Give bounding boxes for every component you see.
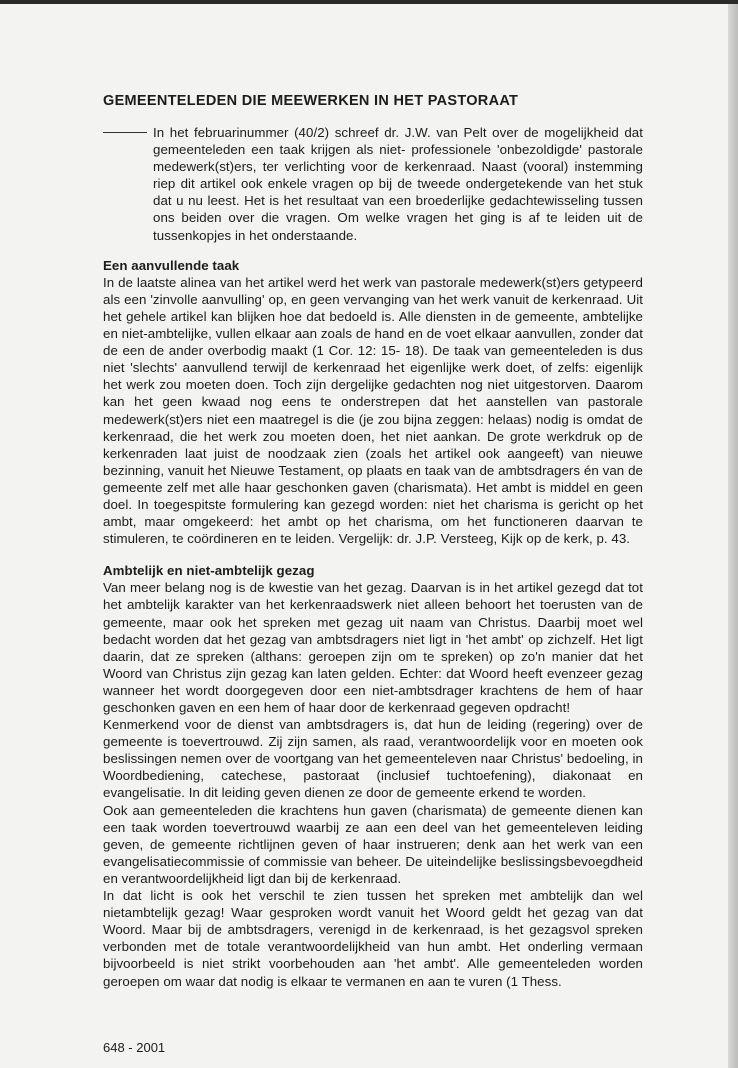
section1-paragraph: In de laatste alinea van het artikel werd het werk van pastorale medewerk(st)ers getypeerd als een 'zinvolle aanvulling' op, en geen vervanging van het werk vanuit de kerkenraad. Uit het gehele artikel kan blijken hoe dat bedoeld is. Alle diensten in de gemeente, ambtelijke en niet-ambtelijke, vullen elkaar aan zoals de hand en de voet elkaar aanvullen, zonder dat de een de ander overbodig maakt (1 Cor. 12: 15- 18). De taak van gemeenteleden is dus niet 'slechts' aanvullend terwijl de kerkenraad het eigenlijke werk doet, of zelfs: eigenlijk het werk zou moeten doen. Toch zijn dergelijke gedachten nog niet uitgestorven. Daarom kan het geen kwaad nog eens te onderstrepen dat het aanstellen van pastorale medewerk(st)ers niet een maatregel is die (je zou bijna zeggen: helaas) nodig is omdat de kerkenraad, die het werk zou moeten doen, het niet aankan. De grote werkdruk op de kerkenraden laat juist de noodzaak zien (zoals het artikel ook aangeeft) van nieuwe bezinning, vanuit het Nieuwe Testament, op plaats en taak van de ambtsdragers én van de gemeente zelf met alle haar geschonken gaven (charismata). Het ambt is middel en geen doel. In toegespitste formulering kan gezegd worden: niet het charisma is gericht op het ambt, maar omgekeerd: het ambt op het charisma, om het functioneren daarvan te stimuleren, te coördineren en te leiden. Vergelijk: dr. J.P. Versteeg, Kijk op de kerk, p. 43. <box>103 274 643 547</box>
page-number: 648 - 2001 <box>103 1040 166 1055</box>
document-page <box>0 4 728 1068</box>
article-body <box>103 92 643 990</box>
section2-paragraph: Ook aan gemeenteleden die krachtens hun gaven (charismata) de gemeente dienen kan een taak worden toevertrouwd waarbij ze aan een deel van het gemeenteleven leiding geven, de gemeente richtlijnen geven of haar instrueren; denk aan het werk van een evangelisatiecommissie of commissie van beheer. De uiteindelijke beslissingsbevoegdheid en verantwoordelijkheid ligt dan bij de kerkenraad. <box>103 802 643 886</box>
section2-paragraph: Kenmerkend voor de dienst van ambtsdragers is, dat hun de leiding (regering) over de gemeente is toevertrouwd. Zij zijn samen, als raad, verantwoordelijk voor en moeten ook beslissingen nemen over de voortgang van het gemeenteleven naar Christus' bedoeling, in Woordbediening, catechese, pastoraat (inclusief tuchtoefening), diakonaat en evangelisatie. In dit leiding geven dienen ze door de gemeente erkend te worden. <box>103 717 643 801</box>
intro-paragraph: In het februarinummer (40/2) schreef dr. J.W. van Pelt over de mogelijkheid dat gemeenteleden een taak krijgen als niet- professionele 'onbezoldigde' pastorale medewerk(st)ers, ter verlichting voor de kerkenraad. Naast (vooral) instemming riep dit artikel ook enkele vragen op bij de tweede ondergetekende van het stuk dat u nu leest. Het is het resultaat van een broederlijke gedachtewisseling tussen ons beiden over die vragen. Om welke vragen het ging is af te leiden uit de tussenkopjes in het onderstaande. <box>153 125 643 243</box>
intro-rule <box>103 132 147 133</box>
section-heading-aanvullende-taak: Een aanvullende taak <box>103 257 240 273</box>
section2-paragraph: In dat licht is ook het verschil te zien tussen het spreken met ambtelijk dan wel nietambtelijk gezag! Waar gesproken wordt vanuit het Woord geldt het gezag van dat Woord. Maar bij de ambtsdragers, verenigd in de kerkenraad, is het gezagsvol spreken verbonden met de totale verantwoordelijkheid van hun ambt. Het onderling vermaan bijvoorbeeld is niet strikt voorbehouden aan 'het ambt'. Alle gemeenteleden worden geroepen om waar dat nodig is elkaar te vermanen en aan te vuren (1 Thess. <box>103 888 643 989</box>
page-edge <box>728 4 738 1068</box>
section2-paragraph: Van meer belang nog is de kwestie van het gezag. Daarvan is in het artikel gezegd dat tot het ambtelijk karakter van het kerkenraadswerk niet alleen behoort het toerusten van de gemeente, maar ook het spreken met gezag uit naam van Christus. Daarbij moet wel bedacht worden dat het gezag van ambtsdragers niet ligt in 'het ambt' op zichzelf. Het ligt daarin, dat ze spreken (althans: geroepen zijn om te spreken) op zo'n manier dat het Woord van Christus zijn gezag kan laten gelden. Echter: dat Woord heeft evenzeer gezag wanneer het wordt doorgegeven door een niet-ambtsdrager krachtens de hem of haar geschonken gaven en een hem of haar door de kerkenraad gegeven opdracht! <box>103 580 643 715</box>
section-heading-gezag: Ambtelijk en niet-ambtelijk gezag <box>103 563 315 579</box>
intro-block <box>103 124 643 244</box>
article-title: GEMEENTELEDEN DIE MEEWERKEN IN HET PASTORAAT <box>103 93 519 109</box>
